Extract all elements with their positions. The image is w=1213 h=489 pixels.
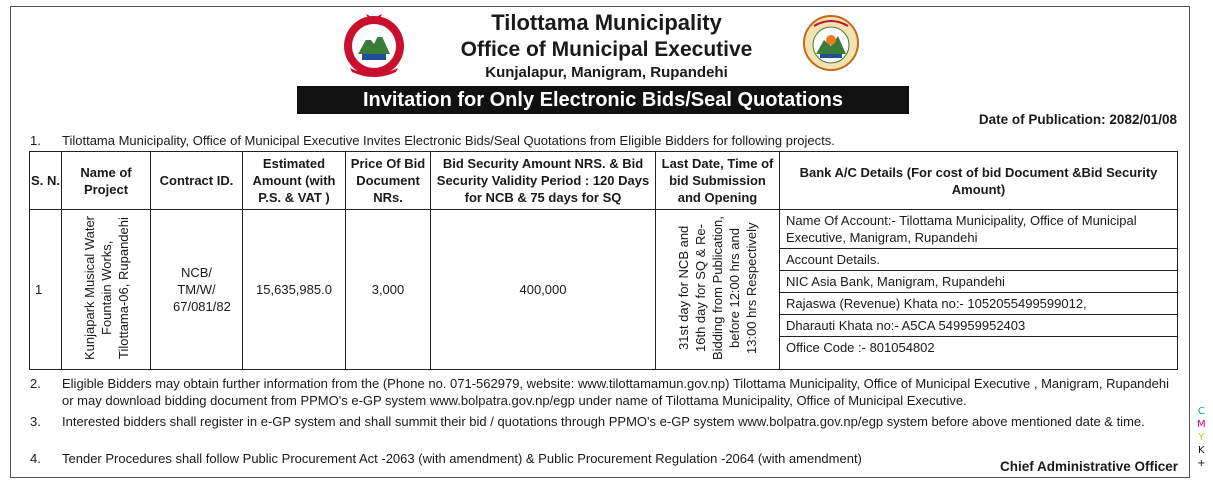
header-estimated-amount: Estimated Amount (with P.S. & VAT )	[243, 152, 346, 210]
row-contract-id: NCB/ TM/W/ 67/081/82	[151, 210, 243, 370]
header-last-date: Last Date, Time of bid Submission and Opening	[656, 152, 780, 210]
note-4-text: Tender Procedures shall follow Public Procurement Act -2063 (with amendment) & Public Procurement Regulation -2064 (with amendment)	[62, 451, 862, 466]
bank-account-name: Name Of Account:- Tilottama Municipality, Office of Municipal Executive, Manigram, Rupandehi	[780, 210, 1177, 249]
print-registration-marks	[1197, 405, 1206, 470]
note-2-number: 2.	[30, 376, 41, 391]
notice-banner: Invitation for Only Electronic Bids/Seal Quotations	[297, 86, 909, 114]
row-estimated-amount: 15,635,985.0	[243, 210, 346, 370]
header-bid-price: Price Of Bid Document NRs.	[346, 152, 431, 210]
note-4-number: 4.	[30, 451, 41, 466]
header-project-name: Name of Project	[62, 152, 151, 210]
row-project-name: Kunjapark Musical Water Fountain Works, Tilottama-06, Rupandehi	[81, 216, 131, 361]
bank-deposit-account: Dharauti Khata no:- A5CA 549959952403	[780, 315, 1177, 337]
table-header-row	[30, 152, 1178, 210]
signature-title: Chief Administrative Officer	[999, 459, 1178, 474]
municipality-title: Tilottama Municipality	[491, 10, 722, 35]
row-last-date: 31st day for NCB and 16th day for SQ & Re-Bidding from Publication, before 12:00 hrs and 13:00 hrs Respectively	[676, 216, 759, 360]
note-3-text: Interested bidders shall register in e-GP system and shall summit their bid / quotations through PPMO's e-GP system www.bolpatra.gov.np/egp system before above mentioned date & time.	[62, 414, 1145, 429]
table-row	[30, 210, 1178, 370]
bid-table	[29, 151, 1178, 370]
header-sn: S. N.	[30, 152, 62, 210]
bank-name: NIC Asia Bank, Manigram, Rupandehi	[780, 271, 1177, 293]
office-address: Kunjalapur, Manigram, Rupandehi	[485, 64, 728, 81]
bank-office-code: Office Code :- 801054802	[786, 340, 935, 355]
intro-text: Tilottama Municipality, Office of Municipal Executive Invites Electronic Bids/Seal Quotations from Eligible Bidders for following projects.	[62, 133, 835, 148]
print-mark-y: Y	[1198, 432, 1205, 443]
note-2-text: Eligible Bidders may obtain further information from the (Phone no. 071-562979, website: www.tilottamamun.gov.np) Tilottama Municipality, Office of Municipal Executive , Manigram, Rupandehi or may download bidding document from PPMO's e-GP system www.bolpatra.gov.np/egp under name of Tilottama Municipality, Office of Municipal Executive.	[62, 376, 1169, 408]
note-4	[30, 450, 1030, 468]
row-last-date-cell	[656, 210, 780, 370]
print-mark-k: K	[1198, 445, 1205, 456]
note-3-number: 3.	[30, 414, 41, 429]
publication-date: Date of Publication: 2082/01/08	[978, 112, 1177, 127]
note-3	[30, 413, 1185, 449]
bank-revenue-account: Rajaswa (Revenue) Khata no:- 1052055499599012,	[780, 293, 1177, 315]
header-bank-details: Bank A/C Details (For cost of bid Document &Bid Security Amount)	[780, 152, 1178, 210]
note-2	[30, 375, 1185, 411]
header-contract-id: Contract ID.	[151, 152, 243, 210]
intro-number: 1.	[30, 133, 41, 148]
row-bid-price: 3,000	[346, 210, 431, 370]
bank-account-details-label: Account Details.	[780, 249, 1177, 271]
row-sn: 1	[30, 210, 62, 370]
header-bid-security: Bid Security Amount NRS. & Bid Security Validity Period : 120 Days for NCB & 75 days for SQ	[431, 152, 656, 210]
print-mark-plus: +	[1197, 458, 1206, 469]
print-mark-m: M	[1197, 419, 1206, 430]
row-bank-details	[780, 210, 1178, 370]
row-project-cell	[62, 210, 151, 370]
print-mark-c: C	[1197, 406, 1205, 417]
row-bid-security: 400,000	[431, 210, 656, 370]
office-title: Office of Municipal Executive	[460, 38, 753, 61]
